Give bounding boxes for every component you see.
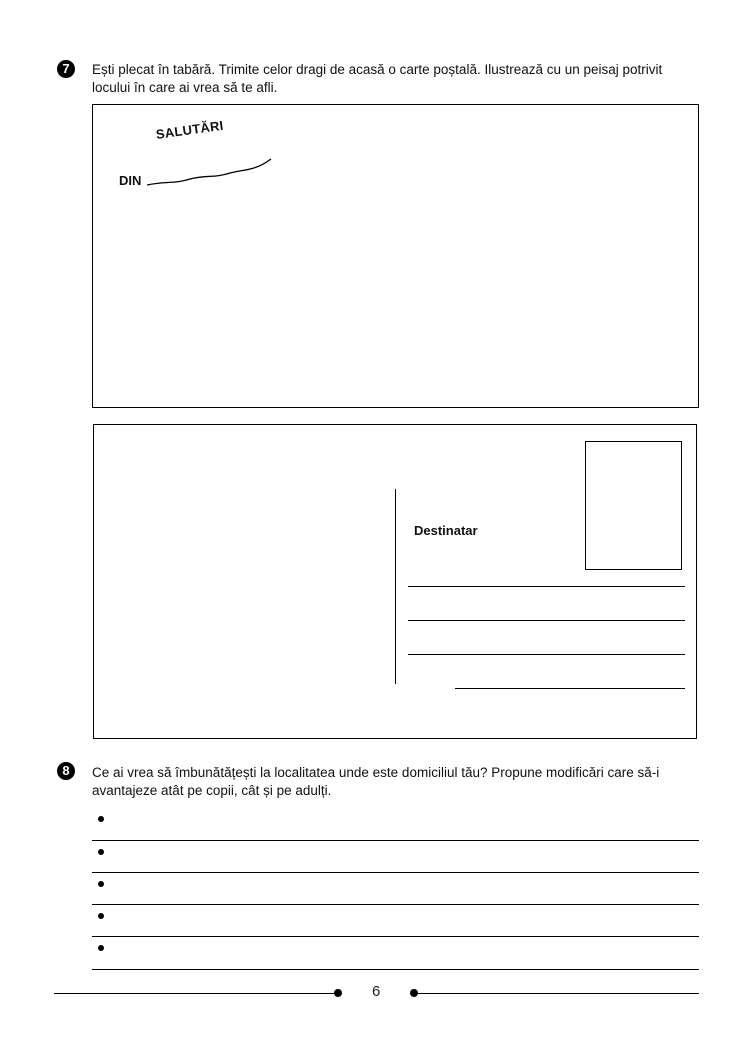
from-label: DIN <box>119 173 142 188</box>
address-line[interactable] <box>408 620 685 621</box>
question-number-badge: 8 <box>57 762 75 780</box>
address-line[interactable] <box>408 586 685 587</box>
footer-rule-right <box>416 993 699 994</box>
answer-bullet <box>98 913 104 919</box>
address-line[interactable] <box>408 654 685 655</box>
greeting-label: SALUTĂRI <box>154 117 225 142</box>
address-line[interactable] <box>455 688 685 689</box>
question-text-line: avantajeze atât pe copii, cât și pe adulți. <box>92 783 332 798</box>
stamp-box[interactable] <box>585 441 682 570</box>
location-write-line[interactable] <box>145 153 285 193</box>
question-number-badge: 7 <box>57 60 75 78</box>
question-text-line: Ce ai vrea să îmbunătățești la localitatea unde este domiciliul tău? Propune modificări care să-i <box>92 765 660 780</box>
answer-line[interactable] <box>92 936 699 937</box>
page-number: 6 <box>372 983 381 1000</box>
footer-rule-left <box>54 993 339 994</box>
postcard-divider <box>395 489 396 684</box>
postcard-front-drawing-area[interactable] <box>92 104 699 408</box>
answer-bullet <box>98 849 104 855</box>
answer-bullet <box>98 945 104 951</box>
recipient-label: Destinatar <box>414 523 478 538</box>
answer-bullet <box>98 881 104 887</box>
footer-dot-left <box>334 989 342 997</box>
answer-line[interactable] <box>92 904 699 905</box>
postcard-back <box>93 424 697 739</box>
answer-line[interactable] <box>92 840 699 841</box>
answer-line[interactable] <box>92 969 699 970</box>
question-text-line: locului în care ai vrea să te afli. <box>92 80 278 95</box>
answer-bullet <box>98 816 104 822</box>
question-text-line: Ești plecat în tabără. Trimite celor dragi de acasă o carte poștală. Ilustrează cu un peisaj potrivit <box>92 62 663 77</box>
answer-line[interactable] <box>92 872 699 873</box>
